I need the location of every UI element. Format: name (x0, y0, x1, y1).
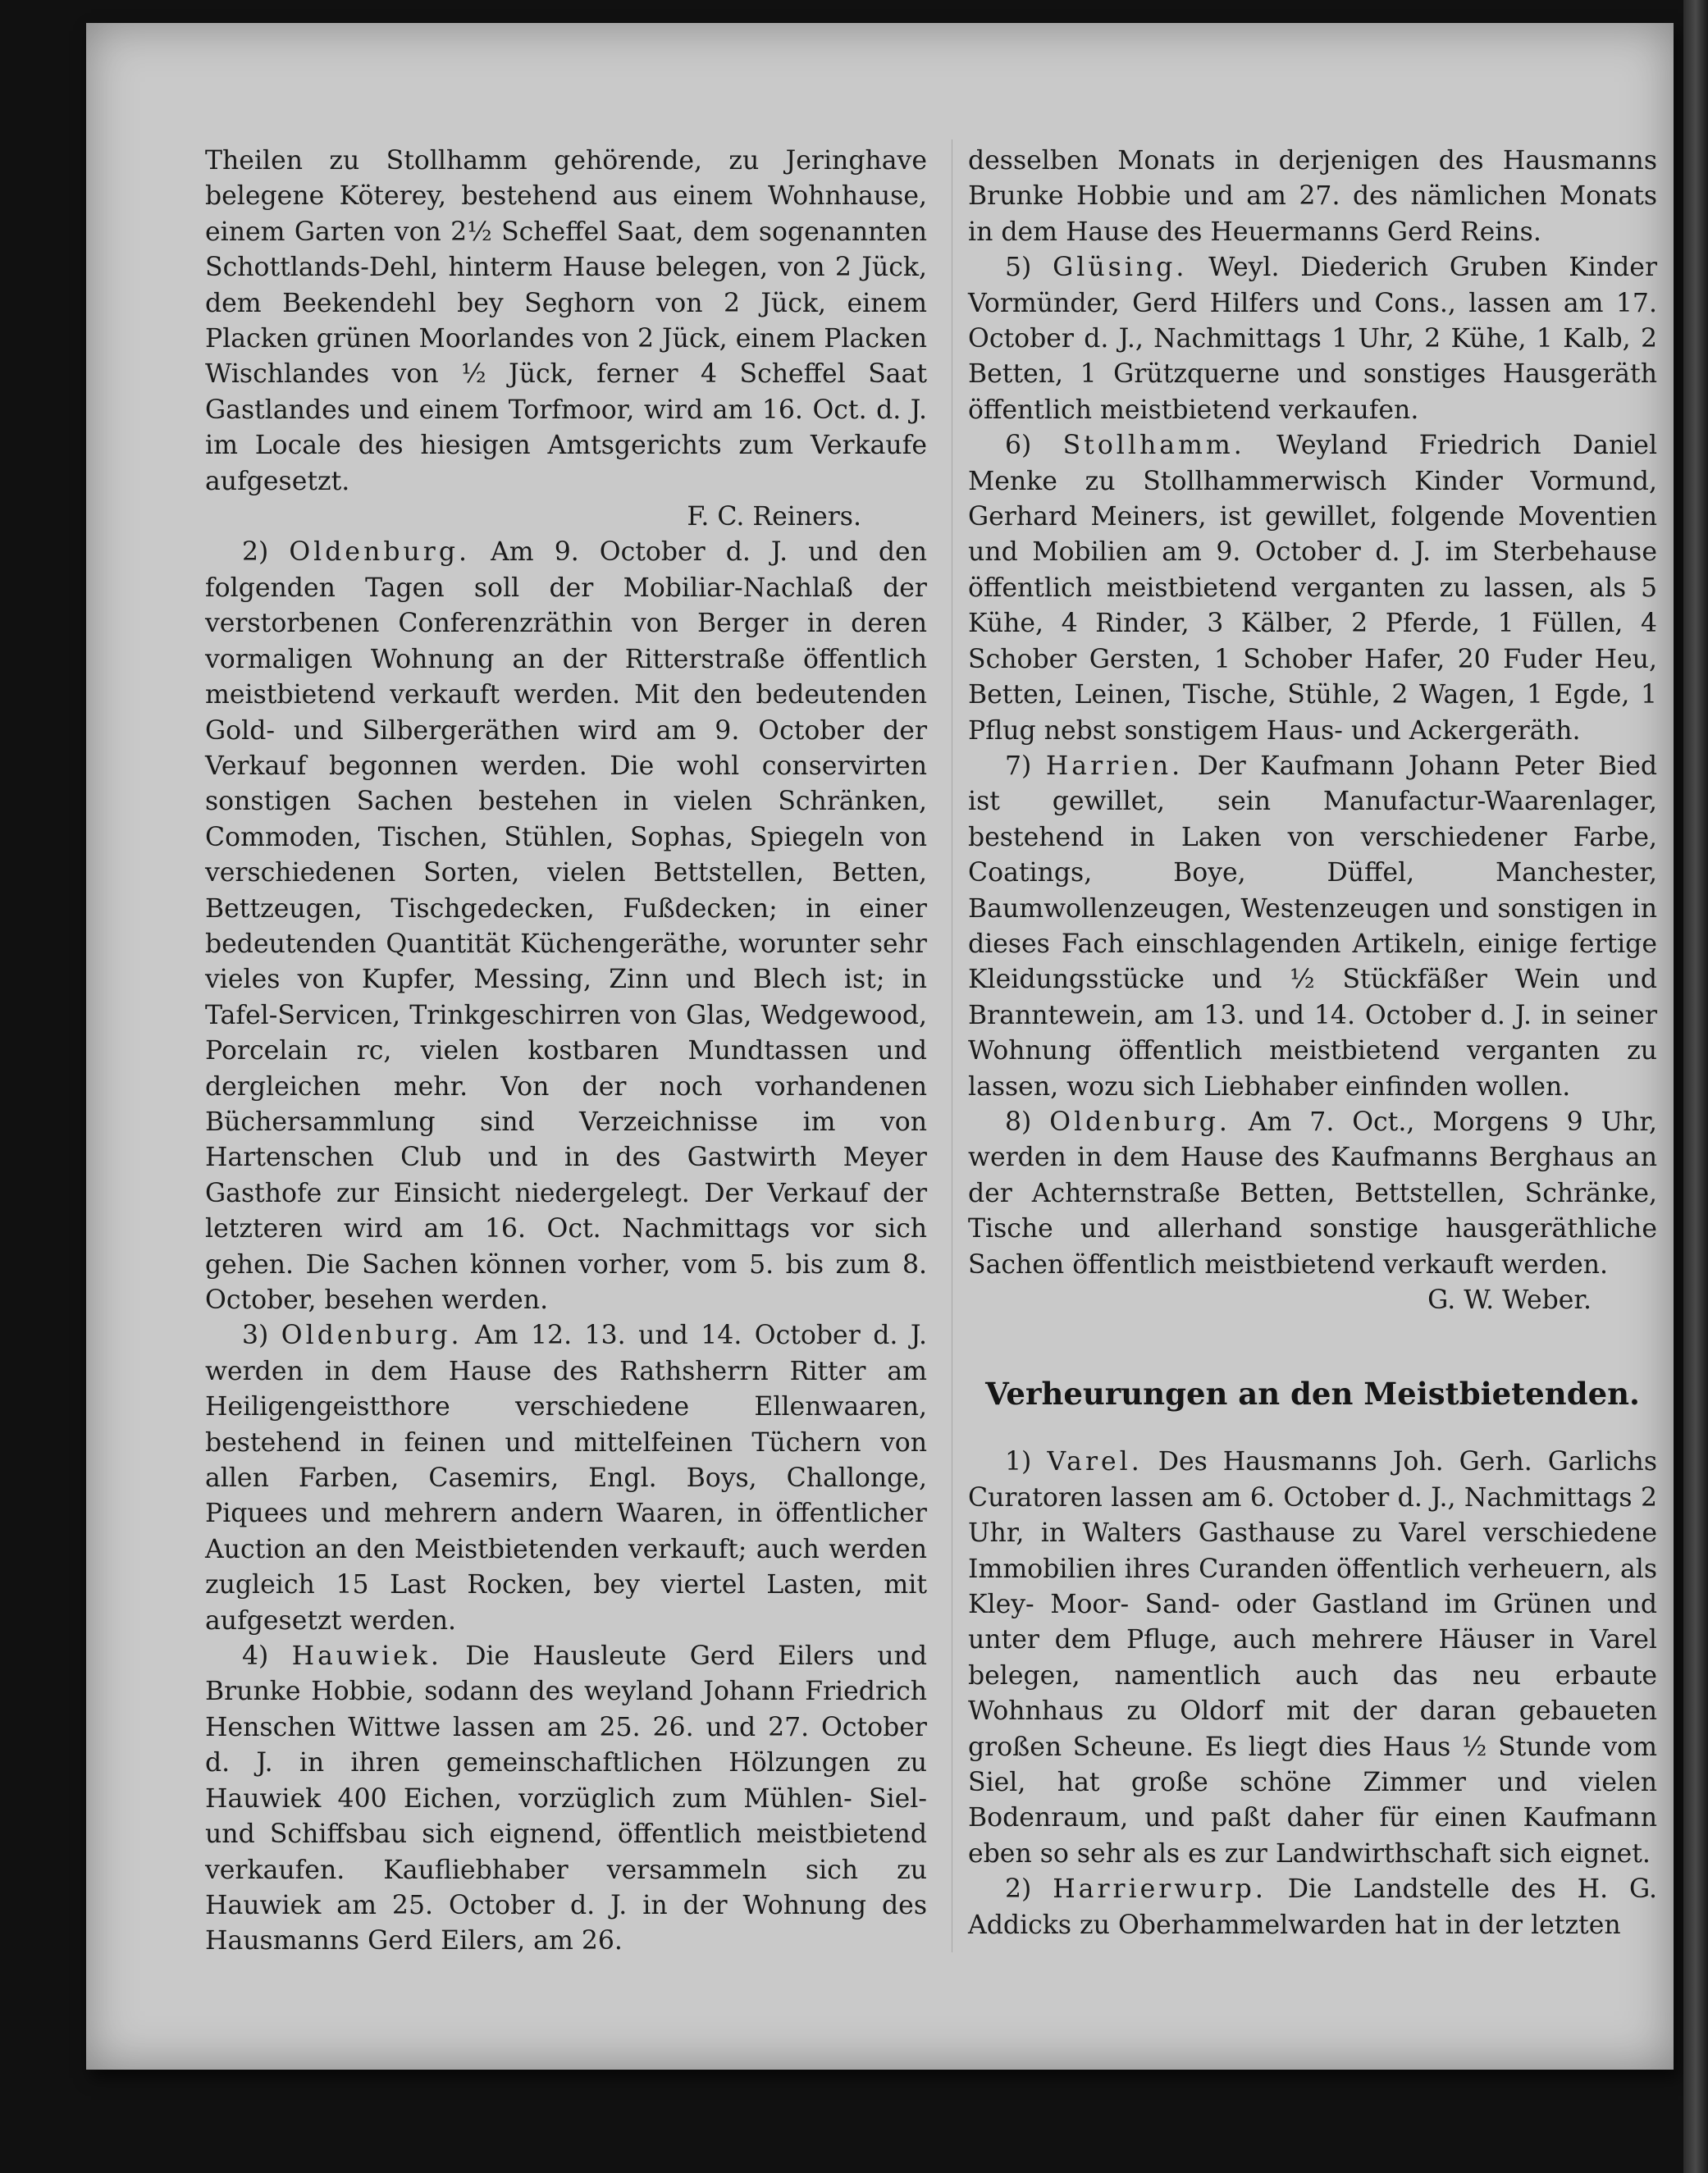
notice-7-number: 7) (1005, 751, 1032, 781)
notice-5-text: Weyl. Diederich Gruben Kinder Vormünder, Gerd Hilfers und Cons., lassen am 17. October d. J., Nachmittags 1 Uhr, 2 Kühe, 1 Kalb, 2 Betten, 1 Grützquerne und sonstiges Hausgeräth öffentlich meistbietend verkaufen. (968, 253, 1657, 425)
notice-1-text: Theilen zu Stollhamm gehörende, zu Jeringhave belegene Köterey, bestehend aus einem Wohnhause, einem Garten von 2½ Scheffel Saat, dem sogenannten Schottlands-Dehl, hinterm Hause belegen, von 2 Jück, dem Beekendehl bey Seghorn von 2 Jück, einem Placken grünen Moorlandes von 2 Jück, einem Placken Wischlandes von ½ Jück, ferner 4 Scheffel Saat Gastlandes und einem Torfmoor, wird am 16. Oct. d. J. im Locale des hiesigen Amtsgerichts zum Verkaufe aufgesetzt. (205, 146, 927, 496)
notice-4-place: Hauwiek. (291, 1641, 442, 1672)
notice-3-number: 3) (242, 1321, 269, 1351)
notice-4-text: Die Hausleute Gerd Eilers und Brunke Hobbie, sodann des weyland Johann Friedrich Henschen Wittwe lassen am 25. 26. und 27. October d. J. in ihren gemeinschaftlichen Hölzungen zu Hauwiek 400 Eichen, vorzüglich zum Mühlen- Siel- und Schiffsbau sich eignend, öffentlich meistbietend verkaufen. Kaufliebhaber versammeln sich zu Hauwiek am 25. October d. J. in der Wohnung des Hausmanns Gerd Eilers, am 26. (205, 1641, 927, 1956)
notice-1-continued (205, 144, 927, 500)
lease-notice-2-number: 2) (1005, 1874, 1032, 1905)
notice-8-number: 8) (1005, 1107, 1032, 1137)
notice-5-number: 5) (1005, 253, 1032, 283)
notice-8-text: Am 7. Oct., Morgens 9 Uhr, werden in dem Hause des Kaufmanns Berghaus an der Achternstraße Betten, Bettstellen, Schränke, Tische und allerhand sonstige hausgeräthliche Sachen öffentlich meistbietend verkauft werden. (968, 1107, 1657, 1280)
lease-notice-2-text: Die Landstelle des H. G. Addicks zu Oberhammelwarden hat in der letzten (968, 1874, 1657, 1940)
notice-5-place: Glüsing. (1053, 253, 1188, 283)
notice-7-text: Der Kaufmann Johann Peter Bied ist gewillet, sein Manufactur-Waarenlager, bestehend in Laken von verschiedener Farbe, Coatings, Boye, Düffel, Manchester, Baumwollenzeugen, Westenzeugen und sonstigen in dieses Fach einschlagenden Artikeln, einige fertige Kleidungsstücke und ½ Stückfäßer Wein und Branntewein, am 13. und 14. October d. J. in seiner Wohnung öffentlich meistbietend verganten zu lassen, wozu sich Liebhaber einfinden wollen. (968, 751, 1657, 1102)
signature-reiners: F. C. Reiners. (687, 502, 861, 532)
notice-3-place: Oldenburg. (281, 1321, 463, 1351)
notice-2-number: 2) (242, 537, 269, 568)
notice-4-continued-text: desselben Monats in derjenigen des Hausmanns Brunke Hobbie und am 27. des nämlichen Monats in dem Hause des Heuermanns Gerd Reins. (968, 146, 1657, 247)
notice-4-continued (968, 144, 1657, 250)
notice-7 (968, 749, 1657, 1105)
notice-8 (968, 1105, 1657, 1283)
scanner-edge (1683, 0, 1708, 2173)
right-column (968, 144, 1657, 1943)
lease-notice-1-number: 1) (1005, 1447, 1032, 1477)
lease-notice-2-place: Harrierwurp. (1053, 1874, 1267, 1905)
notice-2-place: Oldenburg. (289, 537, 471, 568)
section-heading: Verheurungen an den Meistbietenden. (985, 1376, 1640, 1413)
notice-2 (205, 535, 927, 1318)
lease-notice-2 (968, 1872, 1657, 1943)
notice-6 (968, 428, 1657, 749)
lease-notice-1-text: Des Hausmanns Joh. Gerh. Garlichs Curatoren lassen am 6. October d. J., Nachmittags 2 Uhr, in Walters Gasthause zu Varel verschiedene Immobilien ihres Curanden öffentlich verheuern, als Kley- Moor- Sand- oder Gastland im Grünen und unter dem Pfluge, auch mehrere Häuser in Varel belegen, namentlich auch das neu erbaute Wohnhaus zu Oldorf mit der daran gebaueten großen Scheune. Es liegt dies Haus ½ Stunde vom Siel, hat große schöne Zimmer und vielen Bodenraum, und paßt daher für einen Kaufmann eben so sehr als es zur Landwirthschaft sich eignet. (968, 1447, 1658, 1869)
lease-notice-1 (968, 1445, 1657, 1872)
notice-3-text: Am 12. 13. und 14. October d. J. werden in dem Hause des Rathsherrn Ritter am Heiligengeistthore verschiedene Ellenwaaren, bestehend in feinen und mittelfeinen Tüchern von allen Farben, Casemirs, Engl. Boys, Challonge, Piquees und mehrern andern Waaren, in öffentlicher Auction an den Meistbietenden verkauft; auch werden zugleich 15 Last Rocken, bey viertel Lasten, mit aufgesetzt werden. (205, 1321, 928, 1636)
signature-weber: G. W. Weber. (1427, 1285, 1592, 1315)
notice-8-place: Oldenburg. (1049, 1107, 1231, 1137)
lease-notice-1-place: Varel. (1047, 1447, 1143, 1477)
notice-7-place: Harrien. (1045, 751, 1184, 781)
notice-6-text: Weyland Friedrich Daniel Menke zu Stollhammerwisch Kinder Vormund, Gerhard Meiners, ist gewillet, folgende Moventien und Mobilien am 9. October d. J. im Sterbehause öffentlich meistbietend verganten zu lassen, als 5 Kühe, 4 Rinder, 3 Kälber, 2 Pferde, 1 Füllen, 4 Schober Gersten, 1 Schober Hafer, 20 Fuder Heu, Betten, Leinen, Tische, Stühle, 2 Wagen, 1 Egde, 1 Pflug nebst sonstigem Haus- und Ackergeräth. (968, 431, 1658, 746)
notice-5 (968, 250, 1657, 428)
notice-3 (205, 1318, 927, 1639)
notice-2-text: Am 9. October d. J. und den folgenden Tagen soll der Mobiliar-Nachlaß der verstorbenen Conferenzräthin von Berger in deren vormaligen Wohnung an der Ritterstraße öffentlich meistbietend verkauft werden. Mit den bedeutenden Gold- und Silbergeräthen wird am 9. October der Verkauf begonnen werden. Die wohl conservirten sonstigen Sachen bestehen in vielen Schränken, Commoden, Tischen, Stühlen, Sophas, Spiegeln von verschiedenen Sorten, vielen Bettstellen, Betten, Bettzeugen, Tischgedecken, Fußdecken; in einer bedeutenden Quantität Küchengeräthe, worunter sehr vieles von Kupfer, Messing, Zinn und Blech ist; in Tafel-Servicen, Trinkgeschirren von Glas, Wedgewood, Porcelain rc, vielen kostbaren Mundtassen und dergleichen mehr. Von der noch vorhandenen Büchersammlung sind Verzeichnisse im von Hartenschen Club und in des Gastwirth Meyer Gasthofe zur Einsicht niedergelegt. Der Verkauf der letzteren wird am 16. Oct. Nachmittags vor sich gehen. Die Sachen können vorher, vom 5. bis zum 8. October, besehen werden. (205, 537, 927, 1315)
notice-4 (205, 1639, 927, 1960)
notice-6-place: Stollhamm. (1062, 431, 1245, 461)
left-column (205, 144, 927, 1960)
notice-4-number: 4) (242, 1641, 269, 1672)
notice-6-number: 6) (1005, 431, 1032, 461)
